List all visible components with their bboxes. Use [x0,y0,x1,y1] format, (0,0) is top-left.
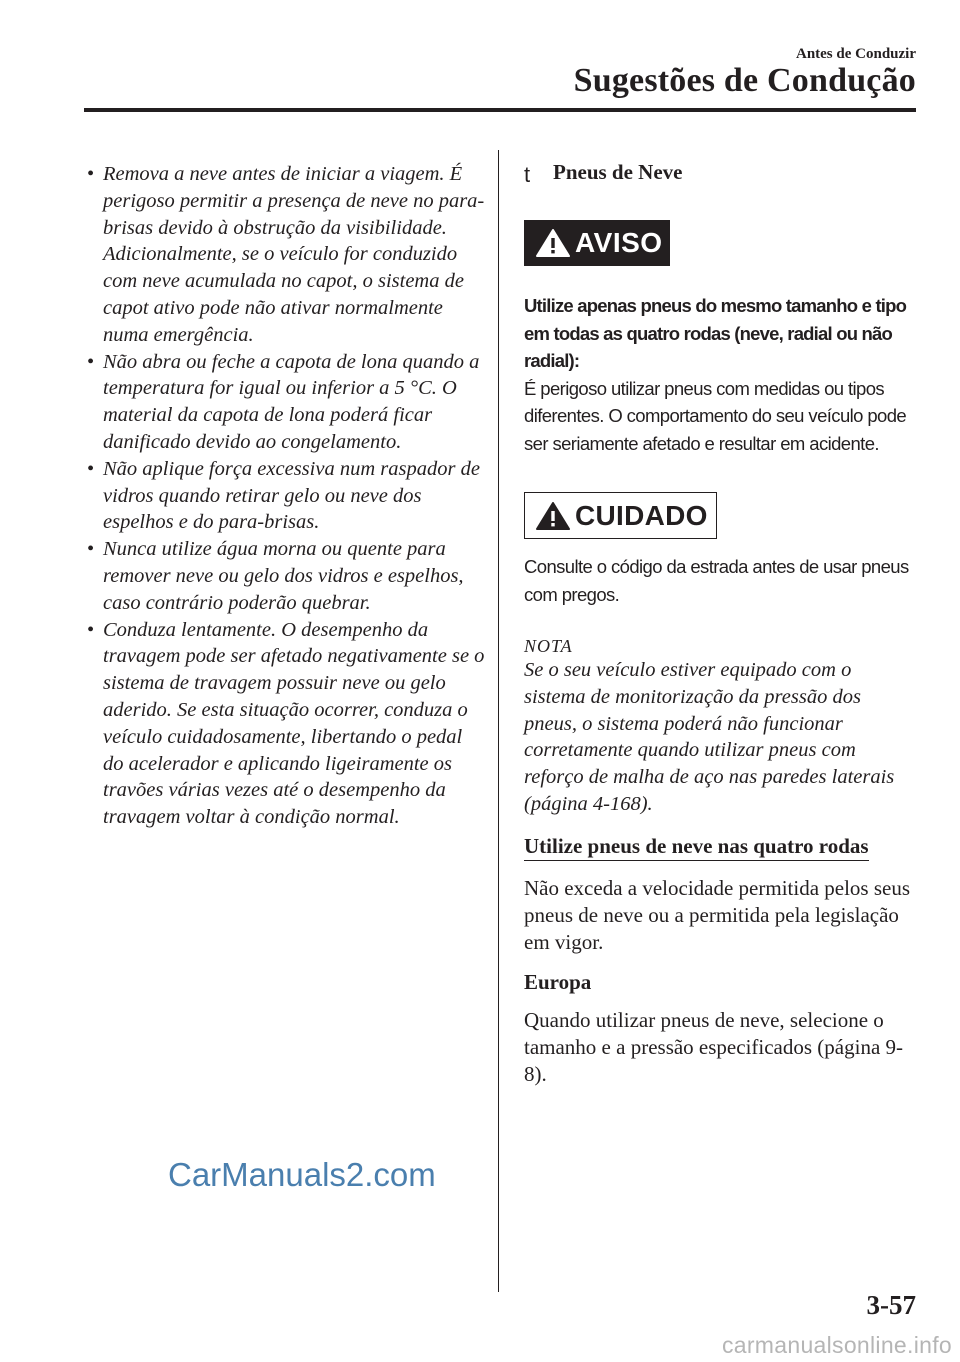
bullet-text: Conduza lentamente. O desempenho da travagem pode ser afetado negativamente se o sistema de travagem possuir neve ou gelo aderido. Se esta situação ocorrer, conduza o veículo cuidadosamente, libertando o pedal do acelerador e aplicando ligeiramente os travões várias vezes até o desempenho da travagem voltar à condição normal. [103,618,485,829]
column-divider [498,150,499,1292]
list-item [86,349,486,456]
warning-text: É perigoso utilizar pneus com medidas ou tipos diferentes. O comportamento do seu veículo pode ser seriamente afetado e resultar em acidente. [524,377,907,454]
page-number: 3-57 [866,1290,916,1320]
caution-badge [524,492,717,539]
warning-badge [524,220,670,266]
warning-bold-text: Utilize apenas pneus do mesmo tamanho e tipo em todas as quatro rodas (neve, radial ou não radial): [524,295,907,371]
bullet-icon: • [87,457,95,480]
section-marker-icon: t [524,162,531,187]
subsection-heading-europa: Europa [524,969,592,994]
bullet-icon: • [87,538,95,561]
page-title: Sugestões de Condução [573,62,916,99]
note-text: Se o seu veículo estiver equipado com o sistema de monitorização da pressão dos pneus, o sistema poderá não funcionar corretamente quando utilizar pneus com reforço de malha de aço nas paredes laterais (página 4-168). [524,659,895,815]
caution-text: Consulte o código da estrada antes de usar pneus com pregos. [524,556,909,605]
caution-triangle-icon [535,501,571,531]
subsection-text-europa: Quando utilizar pneus de neve, selecione o tamanho e a pressão especificados (página 9-8). [524,1007,904,1086]
section-title: Pneus de Neve [553,160,683,184]
warning-triangle-icon [535,228,571,258]
header-rule [84,108,916,112]
list-item [86,456,486,536]
bullet-text: Remova a neve antes de iniciar a viagem. É perigoso permitir a presença de neve no para-brisas devido à obstrução da visibilidade. Adicionalmente, se o veículo for conduzido com neve acumulada no capot, o sistema de capot ativo pode não ativar normalmente numa emergência. [103,163,485,346]
subsection-heading: Utilize pneus de neve nas quatro rodas [524,834,869,861]
list-item [86,617,486,831]
bullet-text: Nunca utilize água morna ou quente para remover neve ou gelo dos vidros e espelhos, caso contrário poderão quebrar. [103,538,464,614]
bullet-icon: • [87,350,95,373]
caution-label: CUIDADO [575,499,708,531]
list-item [86,161,486,349]
bullet-text: Não aplique força excessiva num raspador de vidros quando retirar gelo ou neve dos espelhos e do para-brisas. [103,457,480,534]
left-column [86,161,486,831]
header-section-label: Antes de Conduzir [795,46,916,62]
watermark-link[interactable]: CarManuals2.com [168,1156,436,1193]
footer-site-link[interactable]: carmanualsonline.info [721,1332,952,1358]
bullet-icon: • [87,618,95,641]
section-heading [524,160,916,192]
warning-label: AVISO [575,227,663,258]
warning-body [524,292,916,457]
right-column [524,160,916,1088]
note-label: NOTA [524,636,573,656]
list-item [86,536,486,616]
bullet-text: Não abra ou feche a capota de lona quando a temperatura for igual ou inferior a 5 °C. O material da capota de lona poderá ficar danificado devido ao congelamento. [103,350,480,453]
bullet-icon: • [87,163,95,185]
subsection-text: Não exceda a velocidade permitida pelos seus pneus de neve ou a permitida pela legislação em vigor. [524,875,911,954]
